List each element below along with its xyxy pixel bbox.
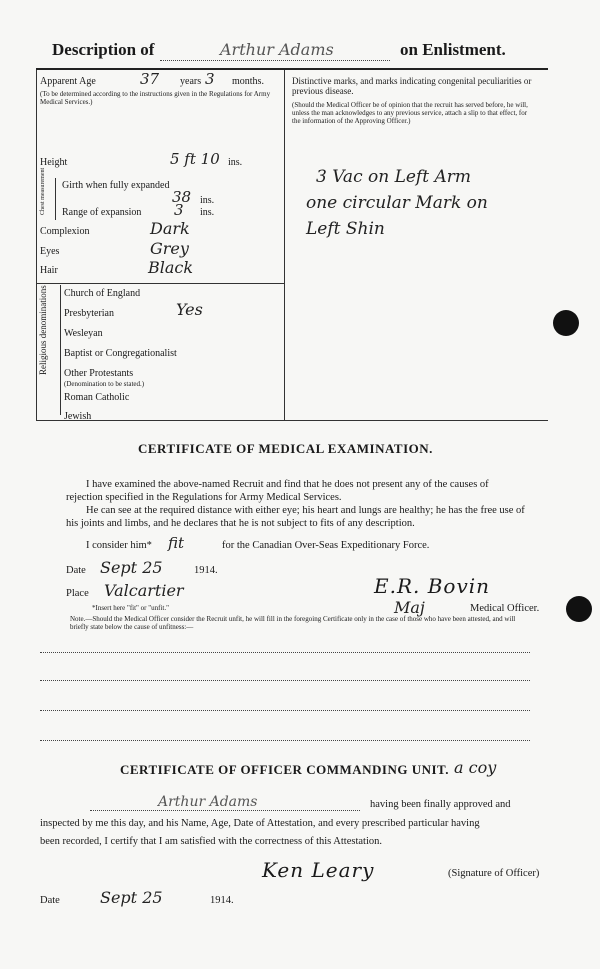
header-title-right: on Enlistment.: [400, 40, 506, 59]
marks-line-1: 3 Vac on Left Arm: [316, 167, 471, 187]
range-label: Range of expansion: [62, 207, 142, 218]
left-border: [36, 70, 37, 420]
officer-date-value: Sept 25: [100, 888, 163, 907]
medical-year: 1914.: [194, 565, 218, 576]
officer-heading: CERTIFICATE OF OFFICER COMMANDING UNIT.: [120, 762, 449, 777]
girth-value: 38: [172, 188, 192, 206]
marks-line-2: one circular Mark on: [306, 193, 488, 213]
medical-date-value: Sept 25: [100, 558, 163, 577]
punch-hole-bottom: [566, 596, 592, 622]
medical-place-label: Place: [66, 588, 89, 599]
age-months-value: 3: [205, 70, 215, 88]
medical-para-2: He can see at the required distance with either eye; his heart and lungs are healthy; he has the free use of his joints and limbs, and he declares that he is not subject to fits of any description.: [66, 505, 525, 529]
religion-bracket: [60, 285, 61, 415]
officer-date-label: Date: [40, 895, 60, 906]
officer-signature-label: (Signature of Officer): [448, 868, 540, 879]
religion-row: Jewish: [64, 411, 92, 422]
girth-ins-label: ins.: [200, 195, 215, 206]
section-rule: [36, 420, 548, 421]
medical-place-value: Valcartier: [104, 581, 184, 600]
header-recruit-name: Arthur Adams: [220, 40, 334, 59]
insert-note: *Insert here "fit" or "unfit.": [92, 604, 169, 612]
unfit-reason-line: [40, 652, 530, 653]
medical-officer-rank: Maj: [394, 598, 425, 617]
religion-row: Other Protestants: [64, 368, 134, 379]
officer-recruit-name: Arthur Adams: [158, 794, 258, 810]
chest-bracket: [55, 178, 56, 220]
medical-date-label: Date: [66, 565, 86, 576]
unfit-reason-line: [40, 740, 530, 741]
unfit-reason-line: [40, 680, 530, 681]
age-label: Apparent Age: [40, 76, 96, 87]
header-rule: [36, 68, 548, 70]
eyes-label: Eyes: [40, 246, 60, 257]
months-label: months.: [232, 76, 264, 87]
header-title-left: Description of: [52, 40, 155, 59]
range-value: 3: [174, 201, 184, 219]
fit-value: fit: [168, 534, 185, 552]
officer-para-suffix: having been finally approved and: [370, 799, 511, 810]
officer-name-line: [90, 810, 360, 811]
girth-label: Girth when fully expanded: [62, 180, 170, 191]
officer-year: 1914.: [210, 895, 234, 906]
marks-heading: Distinctive marks, and marks indicating congenital peculiarities or previous disease.: [292, 76, 532, 96]
age-years-value: 37: [140, 70, 160, 88]
eyes-value: Grey: [150, 239, 189, 258]
chest-measurement-label: Chest measurement: [40, 167, 46, 215]
officer-para-3: been recorded, I certify that I am satisfied with the correctness of this Attestation.: [40, 836, 383, 847]
header-name-line: [160, 60, 390, 61]
religion-row: Wesleyan: [64, 328, 103, 339]
marks-note: (Should the Medical Officer be of opinion that the recruit has served before, he will, unless the man acknowledges to any previous service, attach a slip to that effect, for the information of the Approving Officer.): [292, 101, 528, 125]
medical-heading: CERTIFICATE OF MEDICAL EXAMINATION.: [138, 441, 433, 456]
religion-row: Baptist or Congregationalist: [64, 348, 177, 359]
religion-side-label: Religious denominations: [38, 285, 48, 375]
hair-value: Black: [148, 258, 194, 277]
medical-para-1: I have examined the above-named Recruit and find that he does not present any of the causes of rejection specified in the Regulations for Army Medical Services.: [66, 479, 489, 503]
consider-suffix: for the Canadian Over-Seas Expeditionary Force.: [222, 540, 430, 551]
religion-row: Roman Catholic: [64, 392, 130, 403]
complexion-value: Dark: [150, 219, 190, 238]
religion-row: Church of England: [64, 288, 141, 299]
religion-top-rule: [36, 283, 284, 284]
officer-para-2: inspected by me this day, and his Name, Age, Date of Attestation, and every prescribed particular having: [40, 818, 480, 829]
religion-row: (Denomination to be stated.): [64, 380, 145, 388]
unfit-reason-line: [40, 710, 530, 711]
religion-row: Presbyterian: [64, 308, 114, 319]
years-label: years: [180, 76, 202, 87]
height-value: 5 ft 10: [170, 150, 220, 168]
officer-signature: Ken Leary: [262, 858, 375, 882]
consider-prefix: I consider him*: [86, 540, 152, 551]
age-note: (To be determined according to the instructions given in the Regulations for Army Medical Services.): [40, 90, 271, 106]
religion-value-presbyterian: Yes: [176, 300, 203, 319]
punch-hole-top: [553, 310, 579, 336]
range-ins-label: ins.: [200, 207, 215, 218]
hair-label: Hair: [40, 265, 58, 276]
column-divider: [284, 70, 285, 420]
height-ins-label: ins.: [228, 157, 243, 168]
medical-officer-signature: E.R. Bovin: [374, 574, 491, 598]
height-label: Height: [40, 157, 68, 168]
medical-note: Note.—Should the Medical Officer consider the Recruit unfit, he will fill in the foregoing Certificate only in the case of those who have been attested, and will briefly state below the cause of unfitness:—: [70, 615, 516, 631]
officer-unit-note: a coy: [454, 758, 497, 777]
marks-line-3: Left Shin: [306, 219, 385, 239]
medical-officer-title: Medical Officer.: [470, 603, 540, 614]
complexion-label: Complexion: [40, 226, 90, 237]
